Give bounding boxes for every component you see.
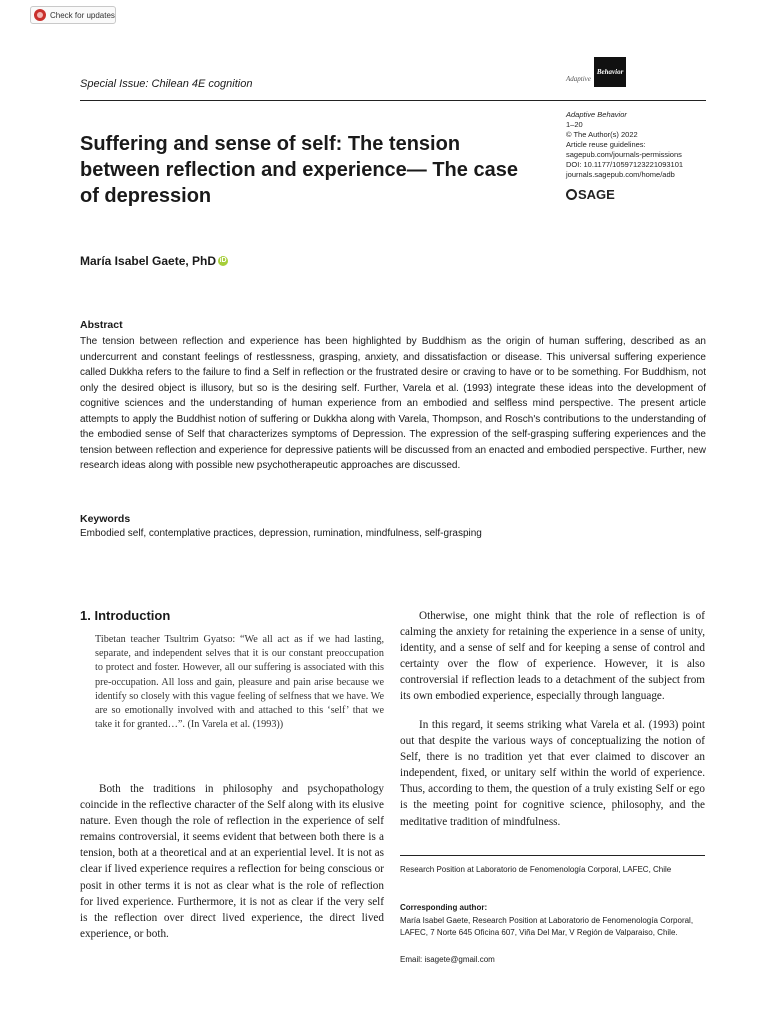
journal-logo-word-2: Behavior [594, 57, 626, 87]
doi-link[interactable]: DOI: 10.1177/10597123221093101 [566, 160, 684, 169]
corresponding-author-address: María Isabel Gaete, Research Position at Laboratorio de Fenomenología Corporal, LAFEC, 7 Norte 645 Oficina 607, Viña Del Mar, V Región de Valparaiso, Chile. [400, 916, 694, 937]
footnote-divider [400, 855, 705, 856]
corresponding-author-heading: Corresponding author: [400, 903, 488, 912]
publisher-name: SAGE [578, 187, 615, 202]
special-issue-label: Special Issue: Chilean 4E cognition [80, 78, 253, 90]
epigraph-quote: Tibetan teacher Tsultrim Gyatso: “We all act as if we had lasting, separate, and independent selves that it is our constant preoccupation to protect and foster. However, all our suffering is associated with this pre-occupation. All loss and gain, pleasure and pain arise because we identify so closely with this vague feeling of selfness that we have. We are so emotionally involved with and attached to this ‘self’ that we take it for granted…”. (In Varela et al. (1993)) [95, 634, 384, 731]
journal-name: Adaptive Behavior [566, 110, 627, 119]
body-paragraph-right-1: Otherwise, one might think that the role of reflection is of calming the anxiety for retaining the experience in a sense of unity, identity, and a sense of self and for keeping a sense of control and certainty over the flow of experience. However, it is also controversial if reflection leads to a detachment of the subject from its own embodied experience, especially through language. [400, 610, 705, 703]
sage-mark-icon [566, 189, 577, 200]
page-range: 1–20 [566, 120, 583, 129]
reuse-guidelines: Article reuse guidelines: [566, 140, 646, 149]
author-affiliation: Research Position at Laboratorio de Fenomenología Corporal, LAFEC, Chile [400, 865, 672, 874]
orcid-icon[interactable]: iD [219, 257, 227, 264]
keywords-heading: Keywords [80, 513, 131, 525]
journal-logo-word-1: Adaptive [566, 75, 591, 83]
crossmark-icon [34, 9, 46, 21]
journal-logo [566, 57, 639, 87]
abstract-body: The tension between reflection and experience has been highlighted by Buddhism as the origin of human suffering, described as an undercurrent and constant feelings of restlessness, grasping, anxiety, and dissatisfaction or disease. This universal suffering experience called Dukkha refers to the failure to find a Self in reflection or the frustrated desire or craving to have or to be something. For Buddhism, not only the desired object is illusory, but so is the desiring self. Further, Varela et al. (1993) integrate these ideas into the development of cognitive sciences and the understanding of human experience from an embodied and selfless mind perspective. The present article attempts to apply the Buddhist notion of suffering or Dukkha along with Varela, Thompson, and Rosch's contributions to the understanding of the embodied sense of Self that characterizes symptoms of Depression. The expression of the self-grasping suffering experiences and the tension between reflection and experience for depressive patients will be discussed from an enacted and embodied perspective. Further, new research ideas along with possible new psychotherapeutic approaches are discussed. [80, 336, 706, 471]
body-paragraph-right-2: In this regard, it seems striking what Varela et al. (1993) point out that despite the various ways of conceptualizing the notion of Self, there is no tradition yet that ever claimed to discover an independent, fixed, or unitary self within the world of experience. Thus, according to them, the question of a truly existing Self or ego is the meeting point for cognitive science, philosophy, and the meditative tradition of mindfulness. [400, 719, 705, 828]
abstract-heading: Abstract [80, 319, 123, 331]
author-name: María Isabel Gaete, PhD [80, 254, 217, 268]
check-for-updates-button[interactable] [30, 6, 116, 24]
copyright: © The Author(s) 2022 [566, 130, 638, 139]
header-divider [80, 100, 706, 101]
section-heading-introduction: 1. Introduction [80, 608, 171, 623]
check-for-updates-label: Check for updates [50, 10, 115, 20]
keywords-list: Embodied self, contemplative practices, depression, rumination, mindfulness, self-grasping [80, 528, 482, 539]
permissions-link[interactable]: sagepub.com/journals-permissions [566, 150, 682, 159]
publisher-logo [566, 187, 615, 202]
body-paragraph-left: Both the traditions in philosophy and psychopathology coincide in the reflective character of the Self along with its elusive nature. Even though the role of reflection in the experience of self remains controversial, it seems evident that between both there is a tension, both at a theoretical and at an experiential level. It is not as clear if lived experience requires a reflection for being conscious or posit in other terms it is not as clear what is the role of reflection for lived experience. Furthermore, it is not as clear if the very self is the reflection over direct lived experience, the direct lived experience, or both. [80, 783, 384, 940]
article-metadata [566, 110, 683, 180]
article-title: Suffering and sense of self: The tension between reflection and experience— The case of depression [80, 133, 518, 207]
author-email[interactable]: Email: isagete@gmail.com [400, 955, 495, 964]
journal-site-link[interactable]: journals.sagepub.com/home/adb [566, 170, 675, 179]
author-line [80, 254, 228, 268]
